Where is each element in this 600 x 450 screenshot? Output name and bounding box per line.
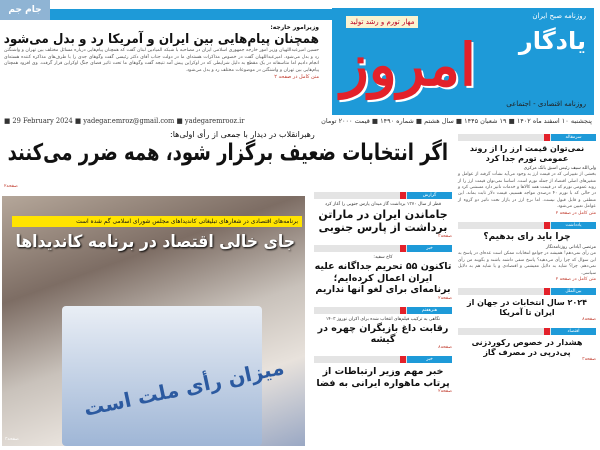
item-page-ref: صفحه۸: [582, 317, 596, 323]
item-title: جاماندن ایران در ماراتن برداشت از پارس جنوبی: [318, 208, 448, 235]
right-item[interactable]: [458, 288, 596, 323]
contact-line: ■ 29 February 2024 ■ yadegar.emroz@gmail.com ■ yadegaremrooz.ir: [4, 117, 245, 125]
newspaper-logo-small: یادگار: [518, 27, 586, 55]
right-item[interactable]: [458, 134, 596, 217]
item-kicker: کاخ سفید:: [373, 255, 393, 261]
section-tag: گزارش: [314, 192, 452, 199]
item-more-link[interactable]: متن کامل در صفحه ۲: [555, 277, 596, 283]
dateline: پنجشنبه ۱۰ اسفند ماه ۱۴۰۲ ■ ۱۹ شعبان ۱۴۴۵ ■ سال هشتم ■ شماره ۱۴۹۰ ■ قیمت ۲۰۰۰ تومان: [321, 117, 592, 125]
photo-title: جای خالی اقتصاد در برنامه کاندیداها: [15, 232, 295, 252]
section-tag: سرمقاله: [458, 134, 596, 141]
middle-item[interactable]: [314, 356, 452, 395]
section-tag: یادداشت: [458, 222, 596, 229]
main-headline: اگر انتخابات ضعیف برگزار شود، همه ضرر می‌کنند: [7, 140, 449, 166]
item-author: مرتضی آبادانی روزنامه‌نگار: [545, 245, 596, 251]
motto-badge: مهار تورم و رشد تولید: [346, 16, 418, 28]
section-tag: هنرهفتم: [314, 307, 452, 314]
newspaper-logo: امروز: [340, 31, 476, 99]
lead-more-link[interactable]: متن کامل در صفحه ۲: [274, 74, 319, 81]
item-title: هشدار در خصوص رکوردزنی پی‌درپی در مصرف گاز: [471, 338, 583, 357]
section-tag: اقتصاد: [458, 328, 596, 335]
item-page-ref: صفحه۸: [438, 345, 452, 351]
item-more-link[interactable]: متن کامل در صفحه ۲: [555, 210, 596, 216]
item-title: خبر مهم وزیر ارتباطات از پرتاب ماهواره ایرانی به فضا: [316, 366, 450, 389]
lead-kicker: وزیرامور خارجه:: [270, 24, 319, 31]
item-page-ref: صفحه۳: [582, 357, 596, 363]
item-page-ref: صفحه۲: [438, 295, 452, 301]
photo-page-ref: صفحه۳: [5, 437, 19, 442]
section-tag: خبر: [314, 356, 452, 363]
ballot-box: [62, 306, 287, 446]
item-title: نمی‌توان قیمت ارز را از روند عمومی تورم جدا کرد: [469, 144, 585, 163]
item-title: چرا باید رای بدهیم؟: [483, 231, 571, 242]
section-tag: بین‌الملل: [458, 288, 596, 295]
masthead-subline: روزنامه اقتصادی - اجتماعی: [506, 100, 586, 108]
main-photo: [2, 196, 305, 446]
right-item[interactable]: [458, 222, 596, 283]
item-title: رقابت داغ بازیگران چهره در گیشه: [317, 322, 449, 345]
item-page-ref: صفحه۳: [438, 234, 452, 240]
main-page-ref: صفحه۲: [4, 184, 18, 189]
partner-logo: جام جم: [0, 0, 50, 20]
photo-kicker: برنامه‌های اقتصادی در شعارهای تبلیغاتی کاندیداهای مجلس شورای اسلامی گم شده است: [12, 216, 302, 227]
item-body: من رأی نمی‌دهم! همیشه در جوامع انتخابات ممکن است عده‌ای در پاسخ به این سوال که چرا رأی می‌دهید؟ پاسخ منفی داشته باشند و بگویند من رأی نمی‌دهم. چرا؟ شاید به دلایل معیشتی و اقتصادی و یا شاید هم به دلایل سیاسی.: [458, 251, 596, 276]
section-tag: خبر: [314, 245, 452, 252]
lead-article: [4, 24, 319, 80]
ballot-text: میزان رأی ملت است: [81, 355, 287, 421]
lead-title: همچنان پیام‌هایی بین ایران و آمریکا رد و بدل می‌شود: [3, 32, 319, 47]
right-column: [458, 134, 596, 368]
item-kicker: قطر از سال ۱۳۷۰ برداشت گاز میدان پارس جنوبی را آغاز کرد: [324, 202, 442, 207]
middle-item[interactable]: [314, 307, 452, 352]
main-kicker: رهبرانقلاب در دیدار با جمعی از رأی اولی‌ها:: [170, 130, 315, 139]
tagline: روزنامه صبح ایران: [532, 12, 586, 20]
lead-body: حسین امیرعبداللهیان وزیر امور خارجه جمهوری اسلامی ایران در مصاحبه با شبکه المیادین لبنان گفت که همچنان پیام‌هایی درباره مسائل مختلف بین تهران و واشنگتن رد و بدل می‌شود. امیرعبداللهیان گفت در خصوص مذاکرات هسته‌ای ما در دولت جناب آقای دکتر رئیسی گفت وگوهای جدی را با طرف‌های مذاکره کننده هسته‌ای انجام دادیم اما متاسفانه در یک مقطع به دلیل شرایطی که در اوکراین پیش آمد نتیجه گفت وگوهای ما تحت تاثیر فضای جنگ اوکراین قرار گرفت. وی افزود همچنان پیام‌هایی بین تهران و واشنگتن در موضوعات مختلف رد و بدل می‌شود.: [4, 48, 319, 73]
item-page-ref: صفحه۲: [438, 389, 452, 395]
right-item[interactable]: [458, 328, 596, 363]
top-stripe: [48, 9, 338, 20]
item-body: بخشی از تغییراتی که در قیمت ارز به وجود می‌آید نشأت گرفته از عوامل و متغیرهای اصلی اقتصاد از جمله تورم است. اساسا نمی‌توان قیمت ارز را از روند عمومی تورم که در قیمت همه کالاها و خدمات تاثیر دارد مستثنی کرد و در حالی که با تورم ۴۰ درصدی مواجه هستیم، قیمت دلار ثابت بماند. این منطقی و قابل قبول نیست. اما نرخ ارز در بازار تحت تاثیر دو گروه از عوامل تعیین می‌شود.: [458, 172, 596, 210]
middle-item[interactable]: [314, 192, 452, 240]
item-title: تاکنون ۵۵ تحریم جداگانه علیه ایران اعمال کرده‌ایم؛ برنامه‌ای برای لغو آنها نداریم: [314, 261, 452, 296]
item-kicker: نگاهی به ترکیب فیلم‌های انتخاب شده برای اکران نوروز ۱۴۰۳: [325, 316, 441, 322]
item-author: ولی‌الله سیف رئیس اسبق بانک مرکزی: [523, 166, 596, 172]
item-title: ۲۰۲۴ سال انتخابات در جهان از ایران تا آمریکا: [466, 298, 588, 317]
masthead: [332, 8, 594, 115]
middle-item[interactable]: [314, 245, 452, 301]
middle-column: [314, 192, 452, 400]
